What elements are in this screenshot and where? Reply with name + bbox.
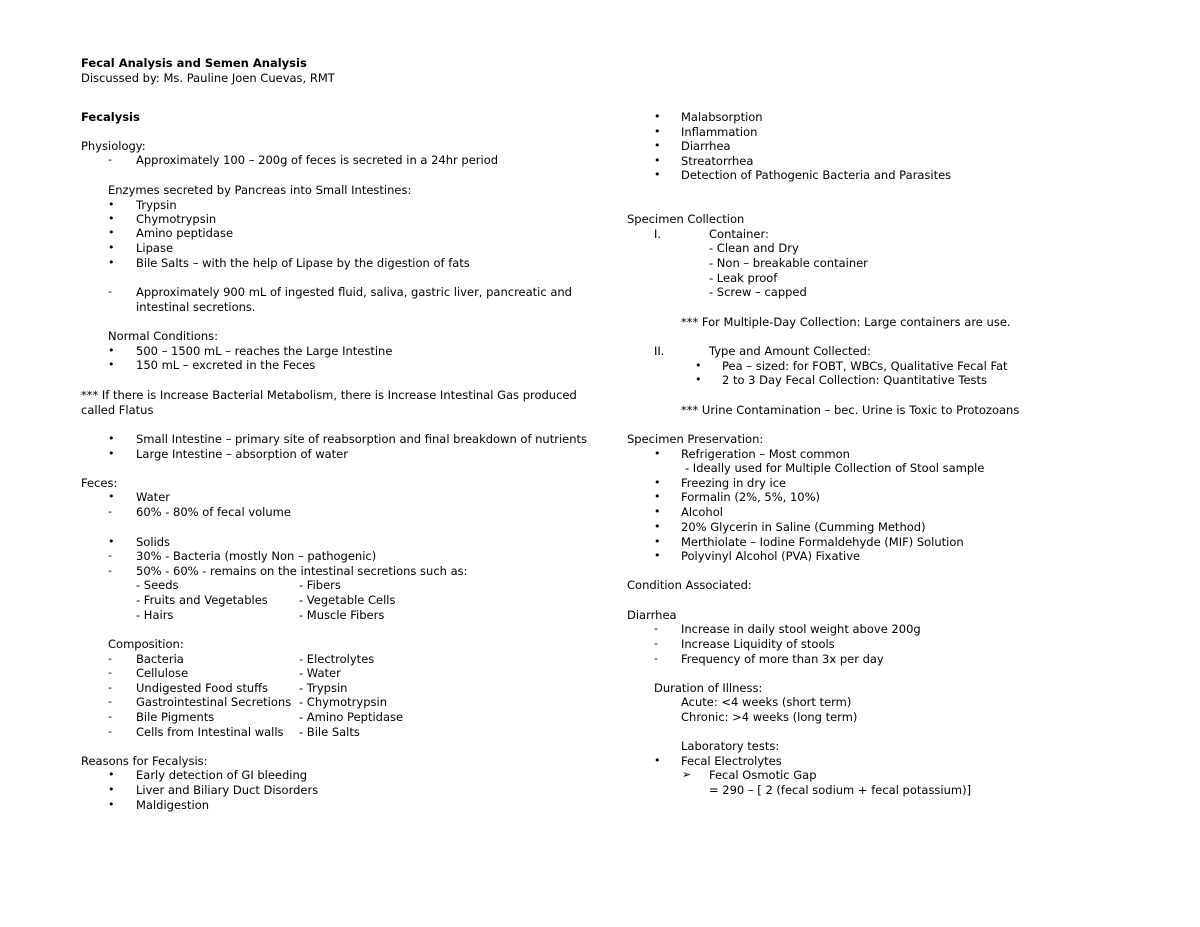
bullet-marker: •: [108, 358, 115, 371]
list-item: Liver and Biliary Duct Disorders: [136, 783, 319, 797]
bullet-marker: •: [108, 768, 115, 781]
chronic-duration: Chronic: >4 weeks (long term): [681, 710, 858, 724]
list-item: Increase in daily stool weight above 200g: [681, 622, 921, 636]
bullet-marker: •: [654, 139, 661, 152]
list-item: Refrigeration – Most common: [681, 447, 850, 461]
flatus-note: *** If there is Increase Bacterial Metabolism, there is Increase Intestinal Gas produced: [81, 388, 577, 402]
physiology-item: Approximately 100 – 200g of feces is secreted in a 24hr period: [136, 153, 499, 167]
duration-label: Duration of Illness:: [654, 681, 763, 695]
list-item: Solids: [136, 535, 171, 549]
preservation-label: Specimen Preservation:: [627, 432, 764, 446]
list-item: 50% - 60% - remains on the intestinal secretions such as:: [136, 564, 468, 578]
dash-marker: -: [108, 695, 112, 708]
bullet-marker: •: [654, 154, 661, 167]
list-item: 60% - 80% of fecal volume: [136, 505, 291, 519]
composition-item: - Electrolytes: [299, 652, 375, 666]
list-item: Merthiolate – Iodine Formaldehyde (MIF) Solution: [681, 535, 964, 549]
bullet-marker: •: [654, 535, 661, 548]
dash-marker: -: [108, 652, 112, 665]
list-item: Lipase: [136, 241, 174, 255]
normal-conditions-label: Normal Conditions:: [108, 329, 219, 343]
list-item: Fecal Electrolytes: [681, 754, 782, 768]
lab-tests-label: Laboratory tests:: [681, 739, 780, 753]
roman-numeral: I.: [654, 227, 662, 241]
reasons-label: Reasons for Fecalysis:: [81, 754, 208, 768]
discussed-by: Discussed by: Ms. Pauline Joen Cuevas, RMT: [81, 71, 335, 85]
dash-marker: -: [654, 652, 658, 665]
list-item: Alcohol: [681, 505, 723, 519]
list-subitem: - Ideally used for Multiple Collection of Stool sample: [685, 461, 985, 475]
dash-marker: -: [108, 549, 112, 562]
list-item: 30% - Bacteria (mostly Non – pathogenic): [136, 549, 377, 563]
dash-marker: -: [108, 725, 112, 738]
composition-item: - Bile Salts: [299, 725, 360, 739]
dash-marker: -: [654, 637, 658, 650]
dash-marker: -: [108, 666, 112, 679]
roman-numeral: II.: [654, 344, 665, 358]
list-item: Pea – sized: for FOBT, WBCs, Qualitative Fecal Fat: [722, 359, 1008, 373]
bullet-marker: •: [108, 447, 115, 460]
list-item: Maldigestion: [136, 798, 210, 812]
condition-label: Condition Associated:: [627, 578, 752, 592]
list-item: Formalin (2%, 5%, 10%): [681, 490, 820, 504]
bullet-marker: •: [654, 490, 661, 503]
list-item: Small Intestine – primary site of reabsorption and final breakdown of nutrients: [136, 432, 588, 446]
bullet-marker: •: [108, 226, 115, 239]
acute-duration: Acute: <4 weeks (short term): [681, 695, 852, 709]
bullet-marker: •: [108, 798, 115, 811]
list-item: 20% Glycerin in Saline (Cumming Method): [681, 520, 926, 534]
list-item: Malabsorption: [681, 110, 763, 124]
bullet-marker: •: [108, 344, 115, 357]
list-item: Large Intestine – absorption of water: [136, 447, 348, 461]
specimen-collection-label: Specimen Collection: [627, 212, 745, 226]
list-item: Inflammation: [681, 125, 758, 139]
composition-label: Composition:: [108, 637, 184, 651]
bullet-marker: •: [654, 520, 661, 533]
list-item: Amino peptidase: [136, 226, 234, 240]
document-title: Fecal Analysis and Semen Analysis: [81, 56, 307, 70]
composition-item: Cellulose: [136, 666, 189, 680]
list-item: Detection of Pathogenic Bacteria and Parasites: [681, 168, 952, 182]
list-item: Polyvinyl Alcohol (PVA) Fixative: [681, 549, 861, 563]
type-amount-label: Type and Amount Collected:: [709, 344, 871, 358]
diarrhea-label: Diarrhea: [627, 608, 677, 622]
bullet-marker: •: [108, 783, 115, 796]
bullet-marker: •: [654, 125, 661, 138]
list-item: 2 to 3 Day Fecal Collection: Quantitative Tests: [722, 373, 988, 387]
list-item: Trypsin: [136, 198, 177, 212]
list-item: Diarrhea: [681, 139, 731, 153]
list-item: Chymotrypsin: [136, 212, 217, 226]
list-item: Freezing in dry ice: [681, 476, 787, 490]
arrow-bullet-icon: ➢: [682, 768, 692, 781]
dash-marker: -: [108, 153, 112, 166]
composition-item: Bile Pigments: [136, 710, 215, 724]
bullet-marker: •: [108, 212, 115, 225]
bullet-marker: •: [654, 754, 661, 767]
bullet-marker: •: [695, 373, 702, 386]
composition-item: - Amino Peptidase: [299, 710, 404, 724]
dash-marker: -: [108, 564, 112, 577]
urine-note: *** Urine Contamination – bec. Urine is Toxic to Protozoans: [681, 403, 1020, 417]
dash-marker: -: [108, 710, 112, 723]
composition-item: Gastrointestinal Secretions: [136, 695, 292, 709]
remains-item: - Vegetable Cells: [299, 593, 396, 607]
dash-marker: -: [108, 505, 112, 518]
list-item: 500 – 1500 mL – reaches the Large Intestine: [136, 344, 393, 358]
bullet-marker: •: [654, 476, 661, 489]
remains-item: - Fibers: [299, 578, 341, 592]
composition-item: Cells from Intestinal walls: [136, 725, 284, 739]
composition-item: - Water: [299, 666, 341, 680]
remains-item: - Muscle Fibers: [299, 608, 385, 622]
bullet-marker: •: [654, 110, 661, 123]
composition-item: - Chymotrypsin: [299, 695, 387, 709]
fluid-line-continued: intestinal secretions.: [136, 300, 256, 314]
flatus-note-continued: called Flatus: [81, 403, 154, 417]
dash-marker: -: [108, 285, 112, 298]
dash-marker: -: [654, 622, 658, 635]
list-subitem: Fecal Osmotic Gap: [709, 768, 817, 782]
remains-item: - Seeds: [136, 578, 179, 592]
container-label: Container:: [709, 227, 769, 241]
list-item: Increase Liquidity of stools: [681, 637, 835, 651]
bullet-marker: •: [654, 168, 661, 181]
container-item: - Non – breakable container: [709, 256, 868, 270]
remains-item: - Hairs: [136, 608, 174, 622]
container-item: - Screw – capped: [709, 285, 807, 299]
enzymes-label: Enzymes secreted by Pancreas into Small Intestines:: [108, 183, 412, 197]
bullet-marker: •: [108, 490, 115, 503]
list-item: Water: [136, 490, 170, 504]
list-item: Frequency of more than 3x per day: [681, 652, 884, 666]
bullet-marker: •: [654, 447, 661, 460]
composition-item: - Trypsin: [299, 681, 348, 695]
bullet-marker: •: [108, 535, 115, 548]
physiology-label: Physiology:: [81, 139, 146, 153]
section-heading-fecalysis: Fecalysis: [81, 110, 140, 124]
list-item: Early detection of GI bleeding: [136, 768, 308, 782]
feces-label: Feces:: [81, 476, 118, 490]
bullet-marker: •: [695, 359, 702, 372]
composition-item: Undigested Food stuffs: [136, 681, 269, 695]
list-item: Bile Salts – with the help of Lipase by the digestion of fats: [136, 256, 470, 270]
dash-marker: -: [108, 681, 112, 694]
list-item: 150 mL – excreted in the Feces: [136, 358, 316, 372]
bullet-marker: •: [108, 432, 115, 445]
bullet-marker: •: [108, 241, 115, 254]
bullet-marker: •: [108, 256, 115, 269]
list-item: Streatorrhea: [681, 154, 754, 168]
remains-item: - Fruits and Vegetables: [136, 593, 268, 607]
bullet-marker: •: [654, 549, 661, 562]
osmotic-gap-formula: = 290 – [ 2 (fecal sodium + fecal potassium)]: [709, 783, 972, 797]
container-item: - Leak proof: [709, 271, 778, 285]
fluid-line: Approximately 900 mL of ingested fluid, saliva, gastric liver, pancreatic and: [136, 285, 572, 299]
bullet-marker: •: [654, 505, 661, 518]
composition-item: Bacteria: [136, 652, 184, 666]
container-item: - Clean and Dry: [709, 241, 799, 255]
multi-day-note: *** For Multiple-Day Collection: Large containers are use.: [681, 315, 1011, 329]
bullet-marker: •: [108, 198, 115, 211]
